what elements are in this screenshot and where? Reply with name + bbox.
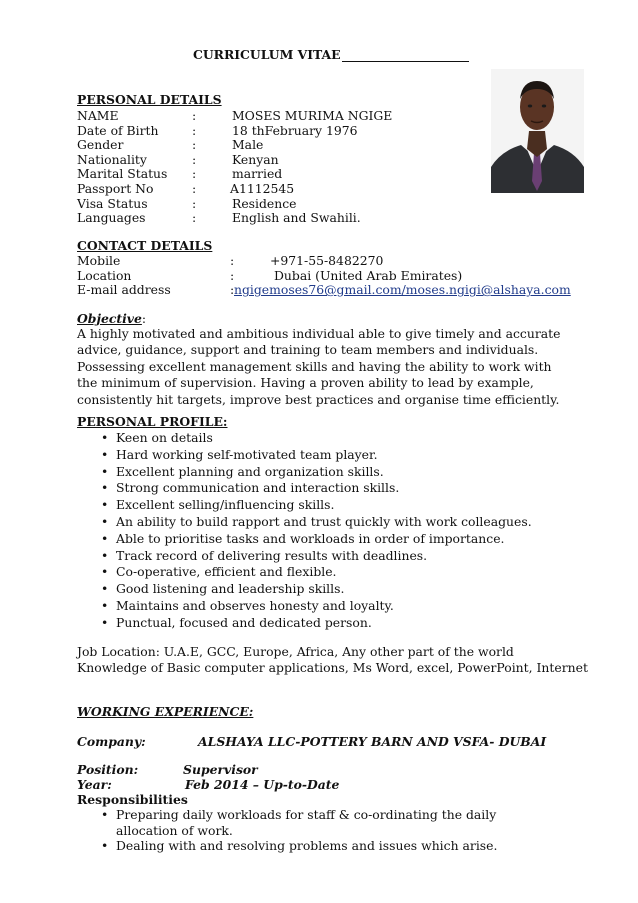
personal-field-colon: : — [192, 210, 197, 226]
profile-item-text: Co-operative, efficient and flexible. — [116, 564, 337, 580]
personal-field-label: Marital Status — [77, 166, 168, 182]
location-label: Location — [77, 267, 132, 283]
responsibility-item — [77, 807, 557, 838]
personal-field-colon: : — [192, 137, 197, 153]
year-value: Feb 2014 – Up-to-Date — [185, 777, 340, 792]
bullet-icon: • — [101, 581, 109, 597]
personal-details-heading: PERSONAL DETAILS — [77, 92, 222, 107]
personal-field-label: Date of Birth — [77, 122, 159, 138]
personal-row — [77, 152, 577, 167]
profile-item — [77, 447, 557, 464]
personal-field-label: Gender — [77, 137, 124, 153]
title-underline — [342, 61, 469, 62]
personal-field-value: married — [232, 166, 283, 182]
personal-row — [77, 123, 577, 138]
profile-item — [77, 615, 557, 632]
objective-colon: : — [141, 311, 147, 326]
profile-item-text: An ability to build rapport and trust quickly with work colleagues. — [116, 513, 532, 529]
contact-details-heading: CONTACT DETAILS — [77, 238, 213, 253]
personal-row — [77, 108, 577, 123]
profile-item — [77, 464, 557, 481]
personal-field-value: 18 thFebruary 1976 — [232, 122, 358, 138]
profile-item — [77, 514, 557, 531]
personal-field-label: Nationality — [77, 151, 147, 167]
personal-profile-list — [77, 430, 557, 632]
bullet-icon: • — [101, 513, 109, 529]
personal-row — [77, 181, 577, 196]
personal-field-colon: : — [192, 180, 197, 196]
profile-item — [77, 548, 557, 565]
mobile-colon: : — [230, 253, 235, 268]
personal-field-value: A1112545 — [230, 180, 295, 196]
objective-heading: Objective — [77, 311, 142, 326]
profile-item-text: Able to prioritise tasks and workloads in order of importance. — [116, 530, 505, 546]
responsibilities-heading: Responsibilities — [77, 792, 188, 807]
profile-item-text: Track record of delivering results with deadlines. — [116, 547, 428, 563]
profile-item-text: Excellent selling/influencing skills. — [116, 497, 335, 513]
personal-field-colon: : — [192, 195, 197, 211]
personal-row — [77, 137, 577, 152]
personal-field-label: Visa Status — [77, 195, 148, 211]
personal-field-value: Kenyan — [232, 151, 279, 167]
personal-field-value: MOSES MURIMA NGIGE — [232, 108, 393, 123]
profile-item-text: Maintains and observes honesty and loyalty. — [116, 597, 394, 613]
personal-row — [77, 166, 577, 181]
contact-details-list — [77, 253, 577, 297]
page-title: CURRICULUM VITAE — [193, 47, 341, 62]
bullet-icon: • — [101, 807, 109, 822]
bullet-icon: • — [101, 480, 109, 496]
contact-row-location — [77, 268, 577, 283]
personal-field-label: Passport No — [77, 180, 154, 196]
personal-field-label: Languages — [77, 210, 146, 226]
location-colon: : — [230, 267, 235, 283]
personal-field-colon: : — [192, 151, 197, 167]
bullet-icon: • — [101, 614, 109, 630]
contact-row-email — [77, 282, 577, 297]
personal-field-colon: : — [192, 108, 197, 123]
bullet-icon: • — [101, 463, 109, 479]
objective-heading-line — [77, 311, 146, 327]
personal-field-value: Male — [232, 137, 264, 153]
personal-row — [77, 210, 577, 225]
bullet-icon: • — [101, 530, 109, 546]
personal-field-label: NAME — [77, 108, 119, 123]
bullet-icon: • — [101, 497, 109, 513]
profile-item — [77, 430, 557, 447]
mobile-value: +971-55-8482270 — [270, 253, 384, 268]
profile-item-text: Hard working self-motivated team player. — [116, 446, 378, 462]
responsibilities-list — [77, 807, 557, 854]
personal-details-list — [77, 108, 577, 225]
profile-item — [77, 581, 557, 598]
bullet-icon: • — [101, 564, 109, 580]
mobile-label: Mobile — [77, 253, 121, 268]
profile-item — [77, 531, 557, 548]
bullet-icon: • — [101, 838, 109, 853]
position-label: Position: — [77, 762, 139, 777]
profile-item-text: Strong communication and interaction skills. — [116, 480, 400, 496]
bullet-icon: • — [101, 446, 109, 462]
profile-item-text: Good listening and leadership skills. — [116, 581, 345, 597]
personal-row — [77, 196, 577, 211]
responsibility-item — [77, 838, 557, 854]
responsibility-item-text: Preparing daily workloads for staff & co-ordinating the daily allocation of work. — [116, 807, 497, 838]
personal-field-value: Residence — [232, 195, 297, 211]
personal-field-colon: : — [192, 166, 197, 182]
responsibility-item-text: Dealing with and resolving problems and issues which arise. — [116, 838, 498, 853]
year-label: Year: — [77, 777, 112, 792]
profile-item — [77, 564, 557, 581]
computer-knowledge: Knowledge of Basic computer applications, Ms Word, excel, PowerPoint, Internet — [77, 660, 588, 675]
email-label: E-mail address — [77, 282, 171, 298]
objective-text: A highly motivated and ambitious individual able to give timely and accurate advice, guidance, support and training to team members and individuals. Possessing excellent management skills and having the ability to work with the minimum of supervision. Having a proven ability to lead by example, consistently hit targets, improve best practices and organise time efficiently. — [77, 326, 561, 407]
company-value: ALSHAYA LLC-POTTERY BARN AND VSFA- DUBAI — [198, 734, 547, 749]
location-value: Dubai (United Arab Emirates) — [274, 267, 463, 283]
profile-item — [77, 497, 557, 514]
profile-item-text: Punctual, focused and dedicated person. — [116, 614, 372, 630]
bullet-icon: • — [101, 430, 109, 445]
company-label: Company: — [77, 734, 146, 749]
personal-field-value: English and Swahili. — [232, 210, 361, 226]
profile-item — [77, 480, 557, 497]
personal-field-colon: : — [192, 122, 197, 138]
job-location: Job Location: U.A.E, GCC, Europe, Africa, Any other part of the world — [77, 644, 514, 659]
personal-profile-heading: PERSONAL PROFILE: — [77, 414, 228, 429]
position-value: Supervisor — [183, 762, 258, 777]
bullet-icon: • — [101, 597, 109, 613]
contact-row-mobile — [77, 253, 577, 268]
profile-item-text: Keen on details — [116, 430, 213, 445]
profile-item — [77, 598, 557, 615]
email-link[interactable]: ngigemoses76@gmail.com/moses.ngigi@alshaya.com — [234, 282, 571, 298]
profile-item-text: Excellent planning and organization skills. — [116, 463, 384, 479]
working-experience-heading: WORKING EXPERIENCE: — [77, 704, 254, 719]
bullet-icon: • — [101, 547, 109, 563]
email-colon: : — [230, 282, 235, 298]
